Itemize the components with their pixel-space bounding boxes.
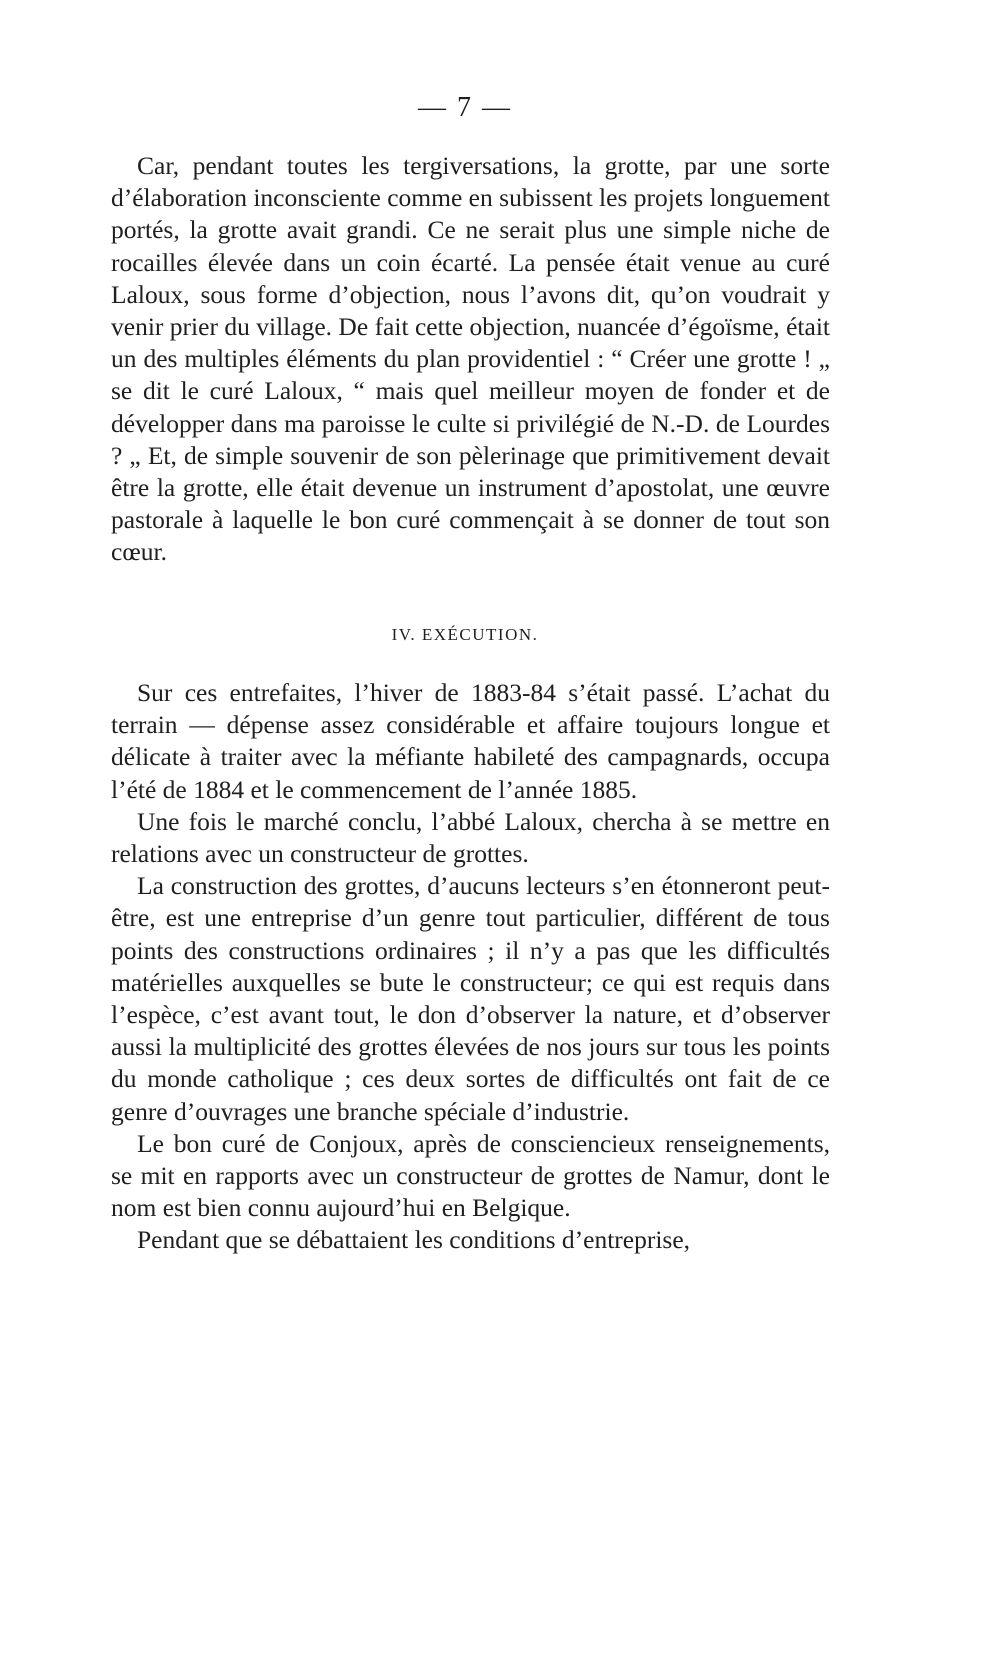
page-number: — 7 — xyxy=(418,92,512,123)
section-1-text xyxy=(111,150,830,569)
paragraph: Le bon curé de Conjoux, après de consciencieux renseignements, se mit en rapports avec un constructeur de grottes de Namur, dont le nom est bien connu aujourd’hui en Belgique. xyxy=(111,1128,830,1223)
paragraph: Car, pendant toutes les tergiversations, la grotte, par une sorte d’élaboration inconsciente comme en subissent les projets longuement portés, la grotte avait grandi. Ce ne serait plus une simple niche de rocailles élevée dans un coin écarté. La pensée était venue au curé Laloux, sous forme d’objection, nous l’avons dit, qu’on voudrait y venir prier du village. De fait cette objection, nuancée d’égoïsme, était un des multiples éléments du plan providentiel : “ Créer une grotte ! „ se dit le curé Laloux, “ mais quel meilleur moyen de fonder et de développer dans ma paroisse le culte si privilégié de N.-D. de Lourdes ? „ Et, de simple souvenir de son pèlerinage que primitivement devait être la grotte, elle était devenue un instrument d’apostolat, une œuvre pastorale à laquelle le bon curé commençait à se donner de tout son cœur. xyxy=(111,151,830,567)
paragraph: Pendant que se débattaient les conditions d’entreprise, xyxy=(137,1225,691,1255)
paragraph: La construction des grottes, d’aucuns lecteurs s’en étonneront peut-être, est une entreprise d’un genre tout particulier, différent de tous points des constructions ordinaires ; il n’y a pas que les difficultés matérielles auxquelles se bute le constructeur; ce qui est requis dans l’espèce, c’est avant tout, le don d’observer la nature, et d’observer aussi la multiplicité des grottes élevées de nos jours sur tous les points du monde catholique ; ces deux sortes de difficultés ont fait de ce genre d’ouvrages une branche spéciale d’industrie. xyxy=(111,871,830,1126)
paragraph: Sur ces entrefaites, l’hiver de 1883-84 s’était passé. L’achat du terrain — dépense assez considérable et affaire toujours longue et délicate à traiter avec la méfiante habileté des campagnards, occupa l’été de 1884 et le commencement de l’année 1885. xyxy=(111,678,830,804)
section-heading: IV. EXÉCUTION. xyxy=(391,625,539,644)
section-2-text xyxy=(111,677,830,1257)
paragraph: Une fois le marché conclu, l’abbé Laloux, chercha à se mettre en relations avec un constructeur de grottes. xyxy=(111,806,830,869)
